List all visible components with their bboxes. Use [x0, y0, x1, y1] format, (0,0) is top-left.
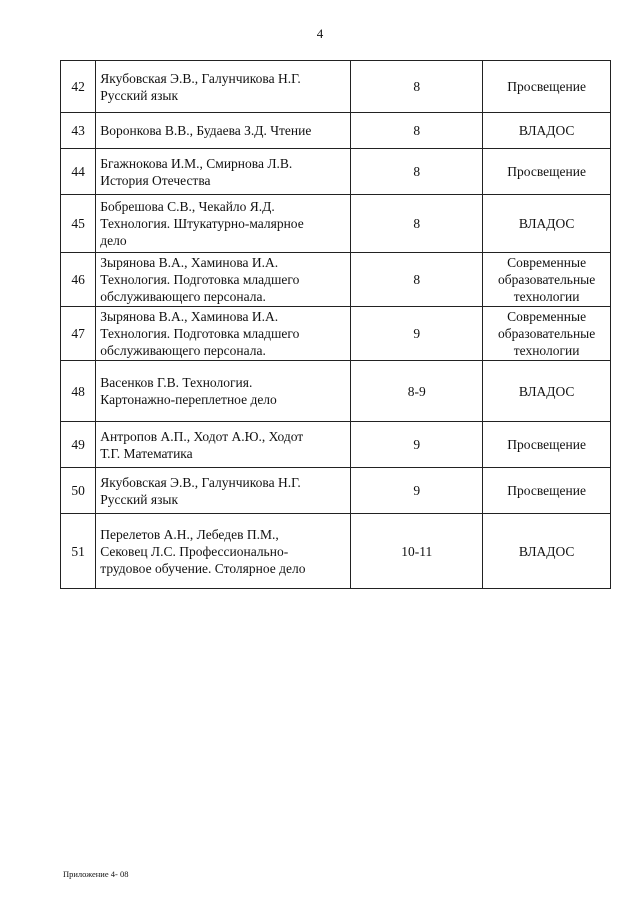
publisher-line: Просвещение [507, 164, 586, 179]
book-title-cell [96, 195, 351, 253]
publisher-cell [483, 361, 611, 422]
grade-cell: 9 [351, 307, 483, 361]
publisher-line: технологии [513, 343, 580, 358]
page-number: 4 [316, 26, 324, 41]
grade-cell: 8 [351, 149, 483, 195]
row-number: 44 [61, 149, 96, 195]
row-number: 48 [61, 361, 96, 422]
grade-cell: 8-9 [351, 361, 483, 422]
table-row [61, 468, 611, 514]
book-title-line: Картонажно-переплетное дело [100, 392, 277, 407]
book-title-line: Воронкова В.В., Будаева З.Д. Чтение [100, 123, 312, 138]
row-number: 49 [61, 422, 96, 468]
publisher-line: ВЛАДОС [518, 216, 575, 231]
publisher-cell [483, 468, 611, 514]
publisher-cell [483, 61, 611, 113]
book-title-line: Русский язык [100, 491, 179, 507]
table-row [61, 361, 611, 422]
publisher-cell [483, 113, 611, 149]
book-title-cell [96, 307, 351, 361]
row-number: 51 [61, 514, 96, 589]
table-body [61, 61, 611, 589]
row-number: 50 [61, 468, 96, 514]
book-title-line: дело [100, 233, 127, 248]
book-title-line: Зырянова В.А., Хаминова И.А. [100, 255, 279, 270]
grade-cell: 8 [351, 253, 483, 307]
grade-cell: 8 [351, 113, 483, 149]
row-number: 43 [61, 113, 96, 149]
book-title-line: Зырянова В.А., Хаминова И.А. [100, 309, 279, 324]
grade-cell: 9 [351, 468, 483, 514]
publisher-cell [483, 307, 611, 361]
book-title-cell [96, 422, 351, 468]
book-title-line: Технология. Подготовка младшего [100, 326, 300, 341]
table-row [61, 514, 611, 589]
book-title-cell [96, 61, 351, 113]
book-title-line: Бгажнокова И.М., Смирнова Л.В. [100, 155, 293, 171]
table-row [61, 307, 611, 361]
publisher-cell [483, 514, 611, 589]
book-title-line: обслуживающего персонала. [100, 343, 266, 358]
book-title-line: История Отечества [100, 172, 211, 188]
publisher-line: Просвещение [507, 79, 586, 94]
publisher-line: ВЛАДОС [518, 123, 575, 138]
table-row [61, 422, 611, 468]
table-row [61, 149, 611, 195]
table-row [61, 253, 611, 307]
book-title-line: обслуживающего персонала. [100, 289, 266, 304]
book-title-line: Т.Г. Математика [100, 445, 193, 461]
book-title-line: Якубовская Э.В., Галунчикова Н.Г. [100, 474, 301, 490]
book-title-line: Якубовская Э.В., Галунчикова Н.Г. [100, 70, 301, 86]
publisher-line: ВЛАДОС [518, 543, 575, 559]
publisher-line: Просвещение [507, 437, 586, 452]
book-title-cell [96, 253, 351, 307]
row-number: 47 [61, 307, 96, 361]
table-row [61, 195, 611, 253]
book-title-cell [96, 514, 351, 589]
publisher-cell [483, 253, 611, 307]
row-number: 42 [61, 61, 96, 113]
publisher-line: технологии [513, 289, 580, 304]
book-title-line: Перелетов А.Н., Лебедев П.М., [100, 526, 279, 542]
publisher-cell [483, 195, 611, 253]
book-title-line: трудовое обучение. Столярное дело [100, 560, 306, 576]
textbook-table [60, 60, 611, 589]
grade-cell: 8 [351, 195, 483, 253]
publisher-line: Современные [507, 309, 587, 324]
book-title-cell [96, 361, 351, 422]
publisher-cell [483, 149, 611, 195]
book-title-line: Сековец Л.С. Профессионально- [100, 543, 289, 559]
row-number: 46 [61, 253, 96, 307]
table-row [61, 113, 611, 149]
book-title-line: Русский язык [100, 87, 179, 103]
table-row [61, 61, 611, 113]
book-title-cell [96, 468, 351, 514]
publisher-line: образовательные [497, 326, 596, 341]
grade-cell: 10-11 [351, 514, 483, 589]
book-title-cell [96, 149, 351, 195]
footer-note: Приложение 4- 08 [63, 869, 129, 879]
grade-cell: 8 [351, 61, 483, 113]
book-title-line: Технология. Подготовка младшего [100, 272, 300, 287]
row-number: 45 [61, 195, 96, 253]
publisher-cell [483, 422, 611, 468]
publisher-line: Просвещение [507, 483, 586, 498]
book-title-cell [96, 113, 351, 149]
book-title-line: Васенков Г.В. Технология. [100, 375, 253, 390]
publisher-line: образовательные [497, 272, 596, 287]
book-title-line: Антропов А.П., Ходот А.Ю., Ходот [100, 428, 304, 444]
book-title-line: Бобрешова С.В., Чекайло Я.Д. [100, 199, 275, 214]
book-title-line: Технология. Штукатурно-малярное [100, 216, 304, 231]
publisher-line: ВЛАДОС [518, 383, 575, 399]
grade-cell: 9 [351, 422, 483, 468]
publisher-line: Современные [507, 255, 587, 270]
